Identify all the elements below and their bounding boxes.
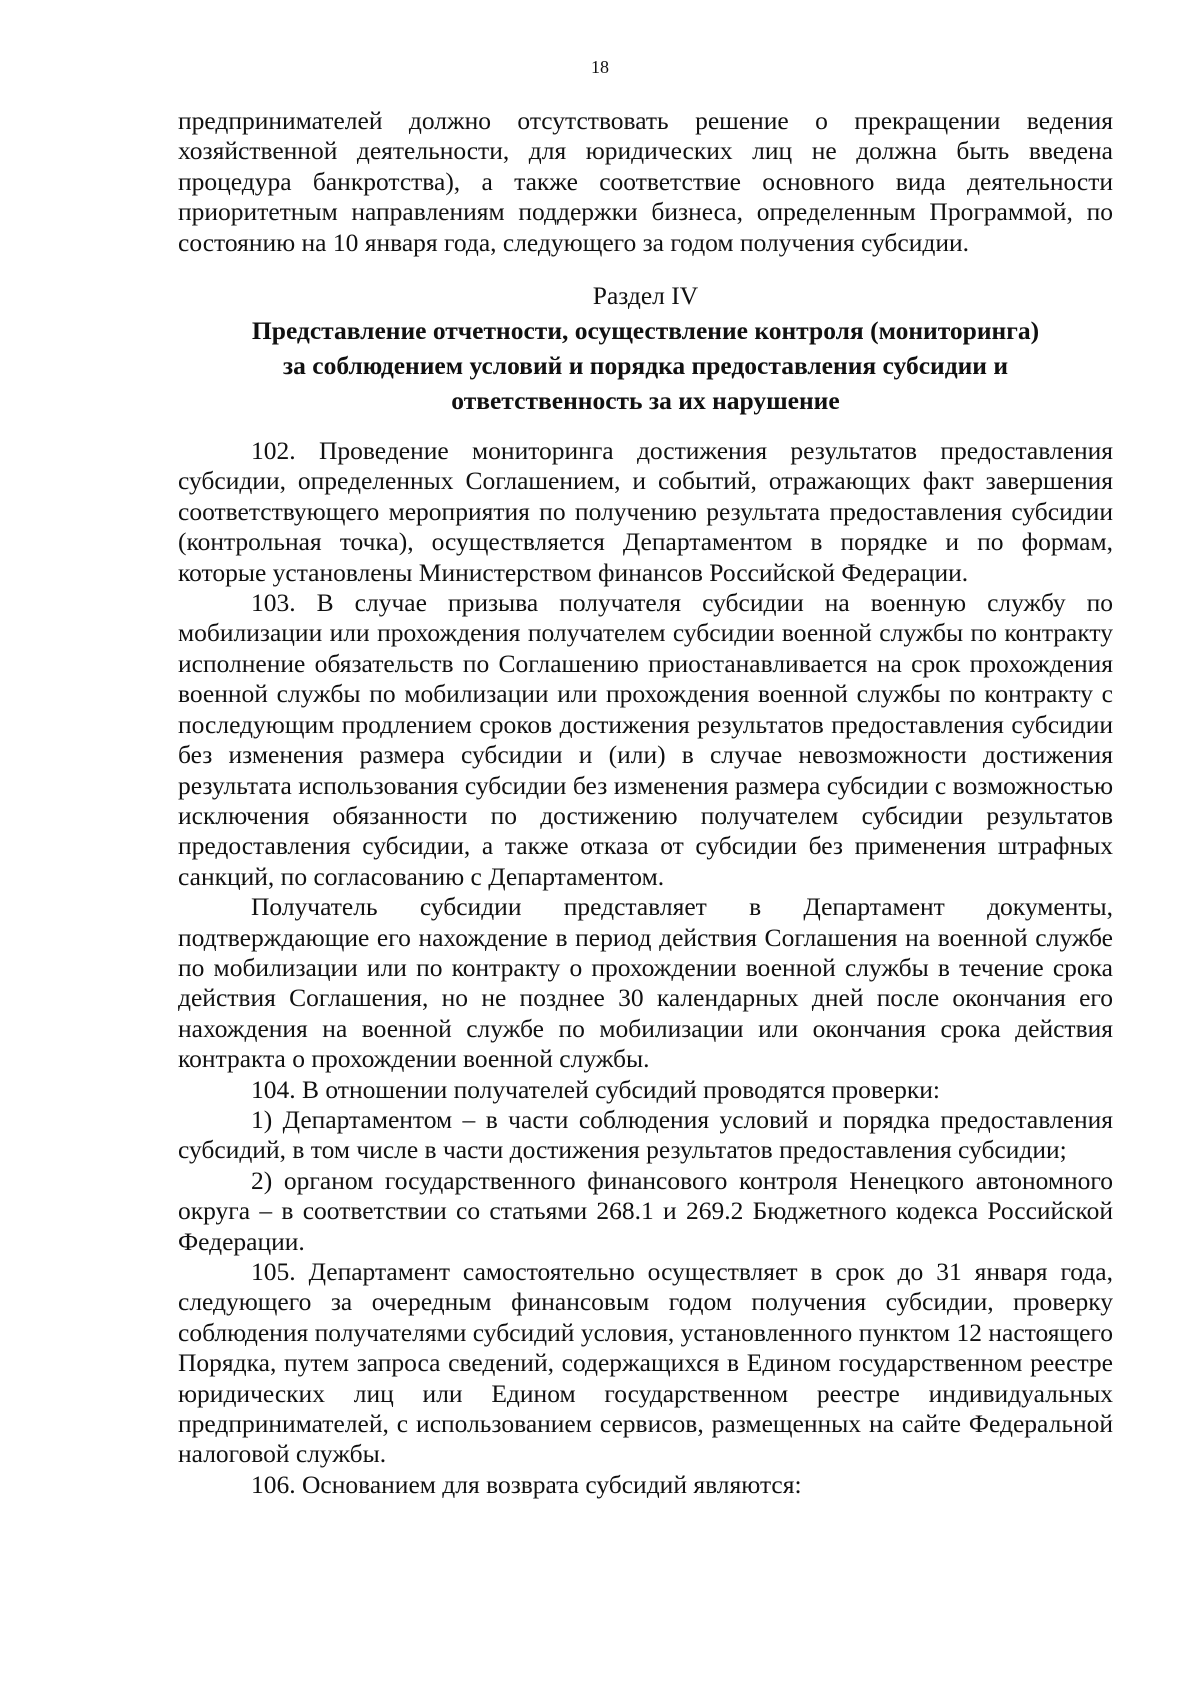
page-number: 18 (591, 57, 609, 77)
section-label: Раздел IV (592, 281, 699, 311)
document-body (178, 106, 1113, 1500)
intro-paragraph: предпринимателей должно отсутствовать решение о прекращении ведения хозяйственной деятельности, для юридических лиц не должна быть введена процедура банкротства), а также соответствие основного вида деятельности приоритетным направлениям поддержки бизнеса, определенным Программой, по состоянию на 10 января года, следующего за годом получения субсидии. (178, 106, 1113, 257)
paragraph-104-item-2: 2) органом государственного финансового контроля Ненецкого автономного округа – в соответствии со статьями 268.1 и 269.2 Бюджетного кодекса Российской Федерации. (178, 1165, 1113, 1256)
section-spacer (178, 418, 1113, 436)
paragraph-104: 104. В отношении получателей субсидий проводятся проверки: (251, 1074, 940, 1104)
paragraph-102: 102. Проведение мониторинга достижения результатов предоставления субсидии, определенных Соглашением, и событий, отражающих факт завершения соответствующего мероприятия по получению результата предоставления субсидии (контрольная точка), осуществляется Департаментом в порядке и по формам, которые установлены Министерством финансов Российской Федерации. (178, 436, 1113, 587)
paragraph-105: 105. Департамент самостоятельно осуществляет в срок до 31 января года, следующего за очередным финансовым годом получения субсидии, проверку соблюдения получателями субсидий условия, установленного пунктом 12 настоящего Порядка, путем запроса сведений, содержащихся в Едином государственном реестре юридических лиц или Едином государственном реестре индивидуальных предпринимателей, с использованием сервисов, размещенных на сайте Федеральной налоговой службы. (178, 1257, 1113, 1469)
paragraph-103-recipient-documents: Получатель субсидии представляет в Департамент документы, подтверждающие его нахождение в период действия Соглашения на военной службе по мобилизации или по контракту о прохождении военной службы в течение срока действия Соглашения, но не позднее 30 календарных дней после окончания его нахождения на военной службе по мобилизации или окончания срока действия контракта о прохождении военной службы. (178, 892, 1113, 1074)
paragraph-106: 106. Основанием для возврата субсидий являются: (251, 1469, 802, 1499)
paragraph-103: 103. В случае призыва получателя субсидии на военную службу по мобилизации или прохождения получателем субсидии военной службы по контракту исполнение обязательств по Соглашению приостанавливается на срок прохождения военной службы по мобилизации или прохождения военной службы по контракту с последующим продлением сроков достижения результатов предоставления субсидии без изменения размера субсидии и (или) в случае невозможности достижения результата использования субсидии без изменения размера субсидии с возможностью исключения обязанности по достижению получателем субсидии результатов предоставления субсидии, а также отказа от субсидии без применения штрафных санкций, по согласованию с Департаментом. (178, 588, 1113, 891)
paragraph-104-item-1: 1) Департаментом – в части соблюдения условий и порядка предоставления субсидий, в том числе в части достижения результатов предоставления субсидии; (178, 1104, 1113, 1165)
section-title: Представление отчетности, осуществление контроля (мониторинга) за соблюдением условий и порядка предоставления субсидии и ответственность за их нарушение (251, 316, 1040, 416)
